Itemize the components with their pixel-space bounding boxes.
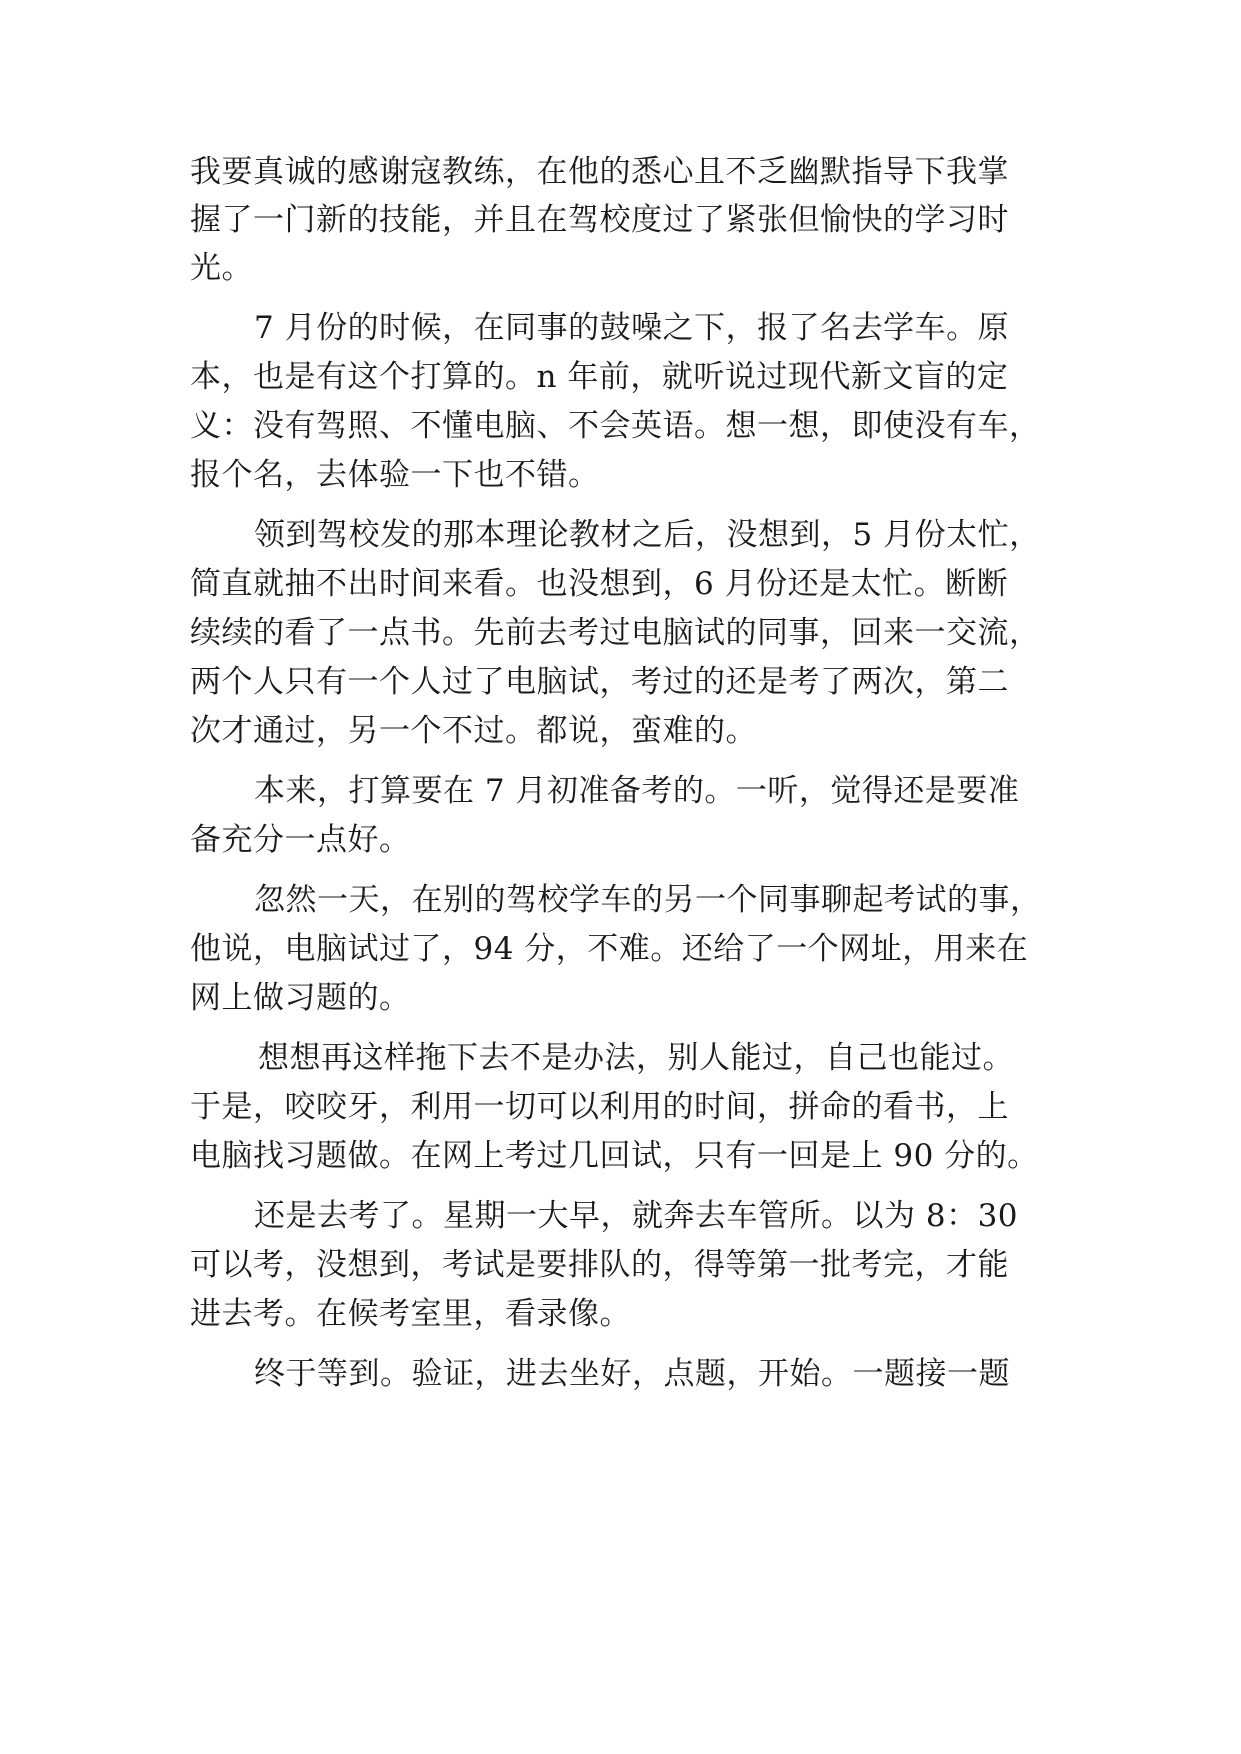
text-line: 续续的看了一点书。先前去考过电脑试的同事，回来一交流， <box>190 615 1041 651</box>
text-line: 还是去考了。星期一大早，就奔去车管所。以为 8：30 <box>254 1198 1019 1234</box>
text-line: 次才通过，另一个不过。都说，蛮难的。 <box>190 713 757 749</box>
text-line: 义：没有驾照、不懂电脑、不会英语。想一想，即使没有车， <box>190 408 1041 444</box>
text-line: 网上做习题的。 <box>190 980 411 1016</box>
text-line: 光。 <box>190 250 253 286</box>
text-line: 备充分一点好。 <box>190 822 411 858</box>
text-line: 想想再这样拖下去不是办法，别人能过，自己也能过。 <box>258 1040 1014 1076</box>
text-line: 可以考，没想到，考试是要排队的，得等第一批考完，才能 <box>190 1247 1009 1283</box>
text-line: 于是，咬咬牙，利用一切可以利用的时间，拼命的看书，上 <box>190 1089 1009 1125</box>
text-line: 两个人只有一个人过了电脑试，考过的还是考了两次，第二 <box>190 664 1009 700</box>
text-line: 握了一门新的技能，并且在驾校度过了紧张但愉快的学习时 <box>190 202 1009 238</box>
text-line: 7 月份的时候，在同事的鼓噪之下，报了名去学车。原 <box>254 310 1010 346</box>
text-line: 我要真诚的感谢寇教练，在他的悉心且不乏幽默指导下我掌 <box>190 154 1009 190</box>
text-line: 报个名，去体验一下也不错。 <box>190 457 600 493</box>
text-line: 他说，电脑试过了，94 分，不难。还给了一个网址，用来在 <box>190 931 1029 967</box>
text-line: 简直就抽不出时间来看。也没想到，6 月份还是太忙。断断 <box>190 566 1009 602</box>
text-line: 进去考。在候考室里，看录像。 <box>190 1296 631 1332</box>
text-line: 本来，打算要在 7 月初准备考的。一听，觉得还是要准 <box>254 773 1020 809</box>
text-line: 忽然一天，在别的驾校学车的另一个同事聊起考试的事， <box>254 882 1042 918</box>
text-line: 终于等到。验证，进去坐好，点题，开始。一题接一题 <box>254 1356 1010 1392</box>
text-line: 本，也是有这个打算的。n 年前，就听说过现代新文盲的定 <box>190 359 1009 395</box>
text-line: 电脑找习题做。在网上考过几回试，只有一回是上 90 分的。 <box>190 1138 1039 1174</box>
text-line: 领到驾校发的那本理论教材之后，没想到，5 月份太忙， <box>254 517 1041 553</box>
